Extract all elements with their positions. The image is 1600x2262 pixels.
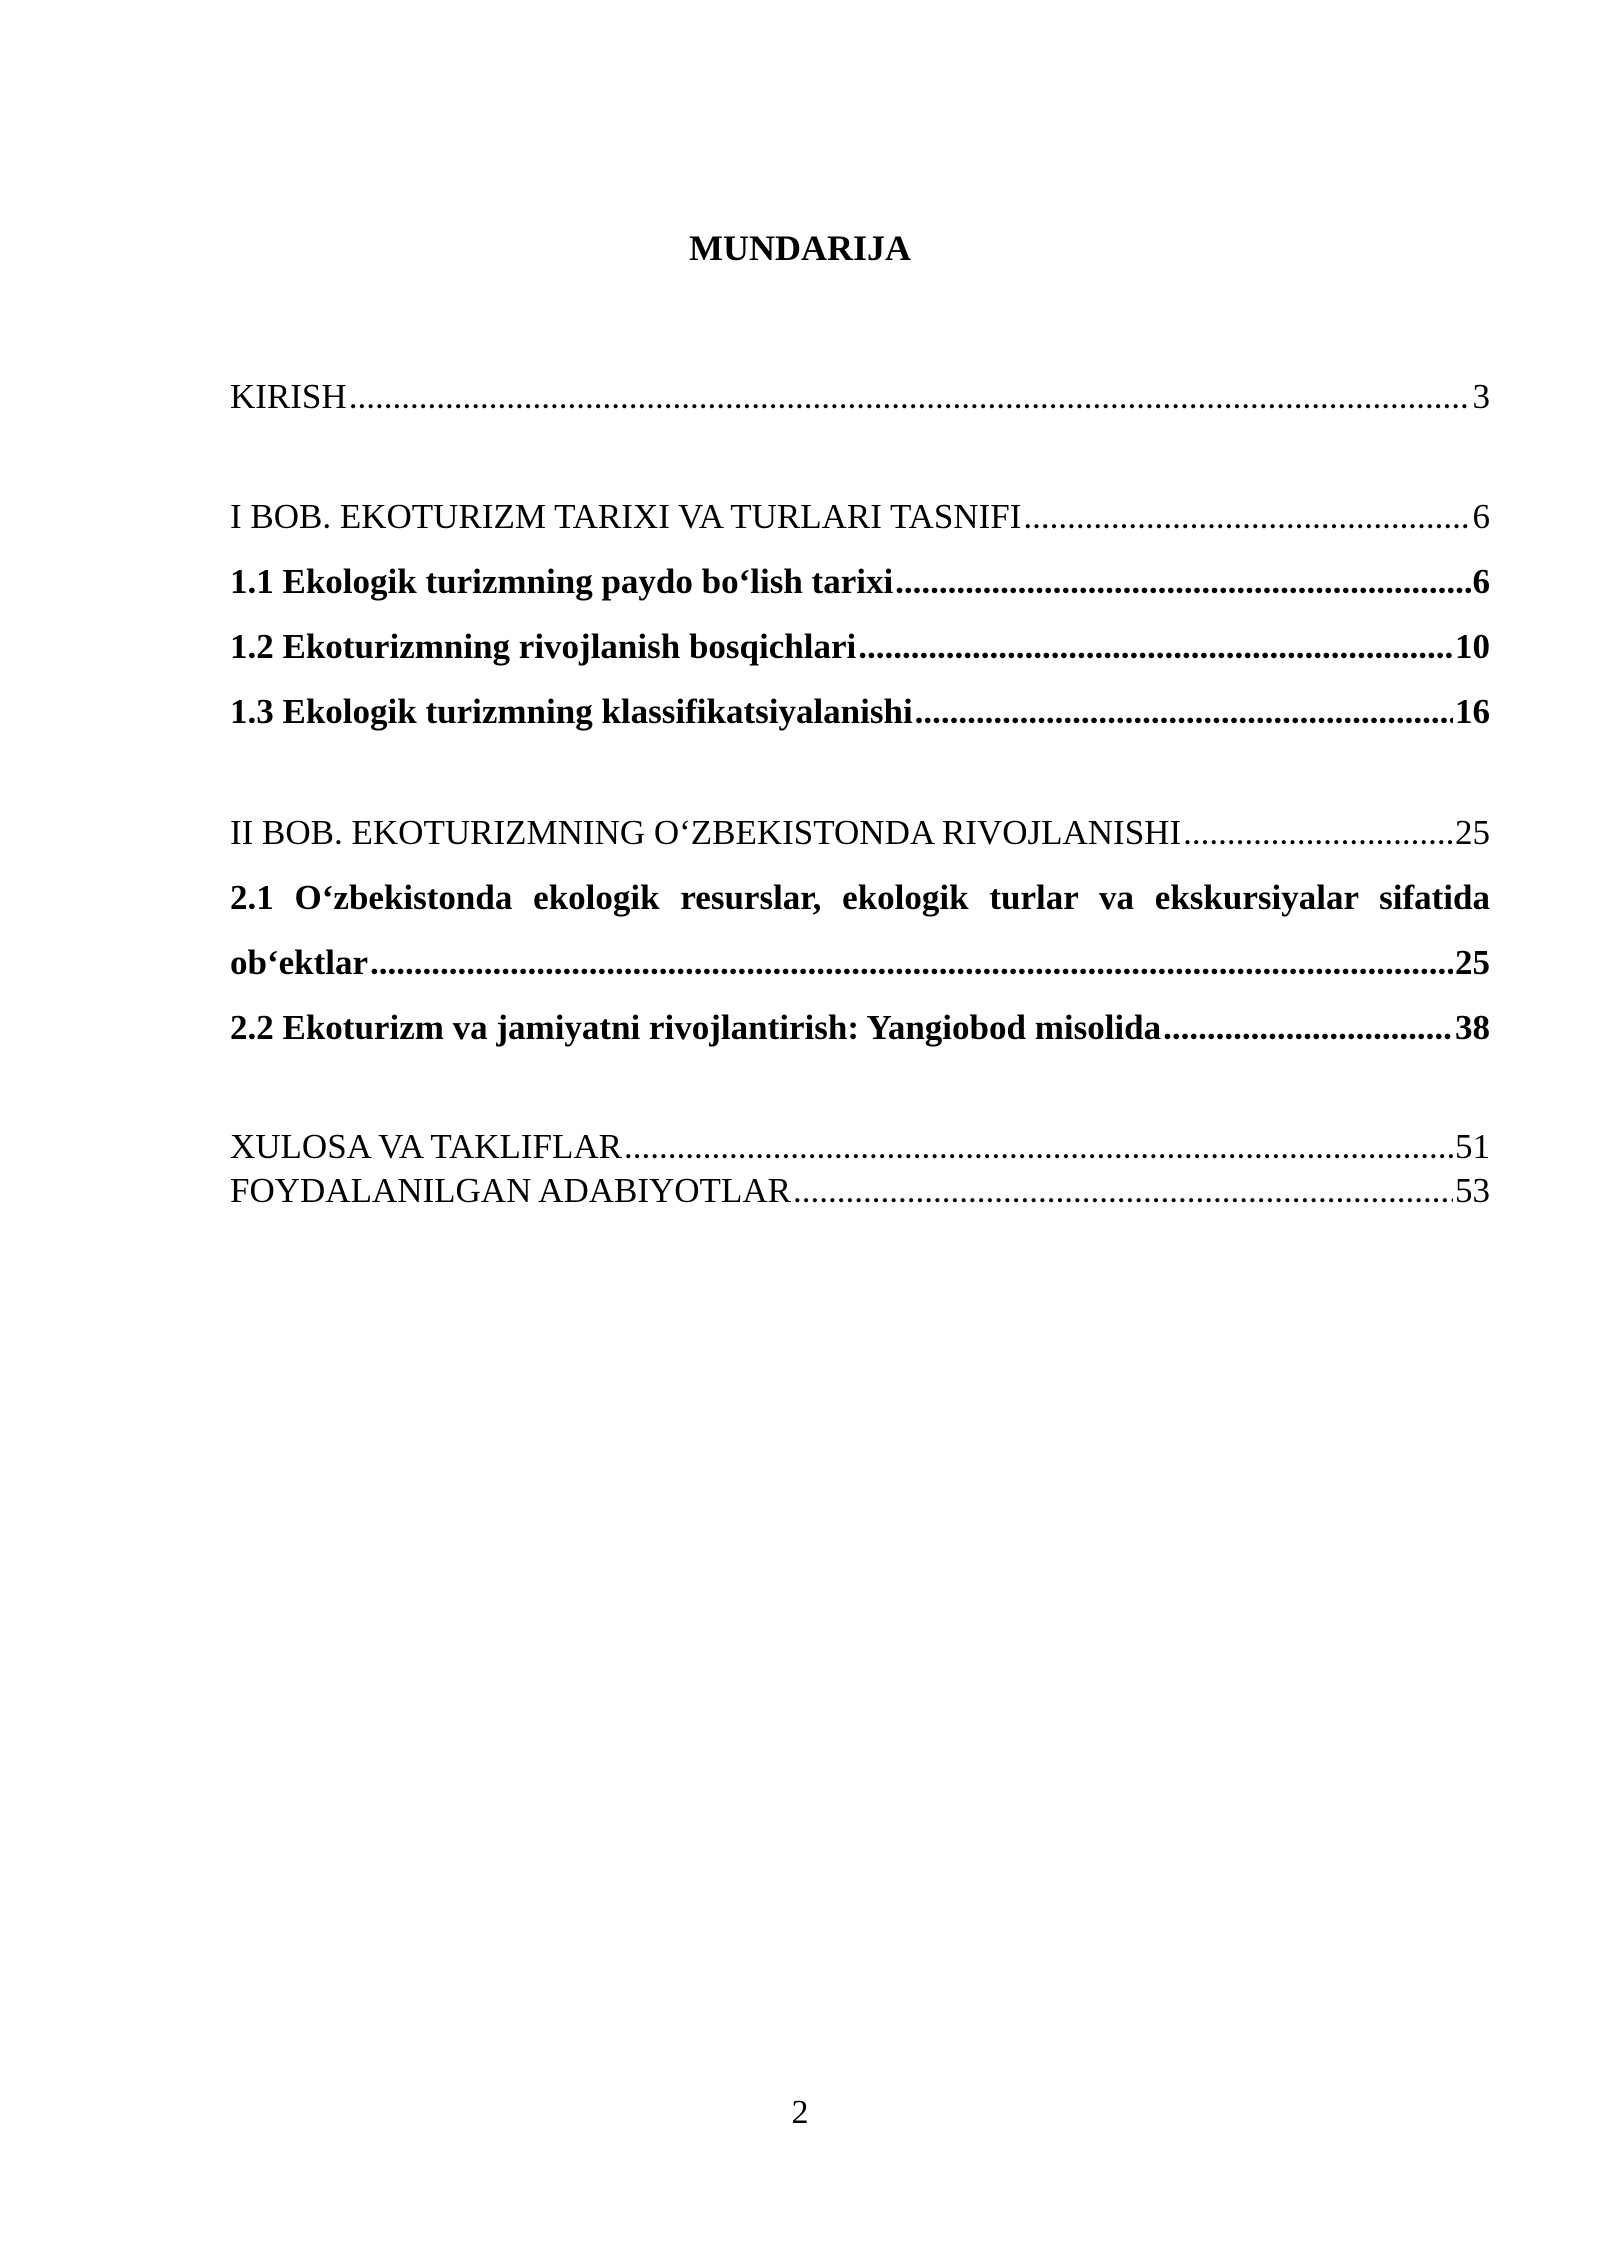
toc-entry-intro xyxy=(230,374,1490,420)
dot-leader xyxy=(858,624,1453,670)
toc-entry-page: 25 xyxy=(1455,943,1490,982)
toc-entry-page: 10 xyxy=(1455,627,1490,666)
toc-entry-page: 53 xyxy=(1455,1171,1490,1210)
toc-entry-chapter-1 xyxy=(230,494,1490,540)
toc-entry-label: II BOB. EKOTURIZMNING O‘ZBEKISTONDA RIVOJLANISHI xyxy=(230,813,1182,852)
toc-entry-label: FOYDALANILGAN ADABIYOTLAR xyxy=(230,1171,791,1210)
toc-entry-page: 6 xyxy=(1472,562,1490,601)
toc-entry-conclusion xyxy=(230,1124,1490,1170)
toc-entry-label: KIRISH xyxy=(230,377,347,416)
dot-leader xyxy=(1163,1005,1453,1051)
toc-entry-label: 1.2 Ekoturizmning rivojlanish bosqichlari xyxy=(230,627,857,666)
toc-entry-page: 25 xyxy=(1455,813,1490,852)
toc-entry-page: 16 xyxy=(1455,692,1490,731)
toc-entry-section-1-2 xyxy=(230,624,1490,670)
toc-entry-label: ob‘ektlar xyxy=(230,943,369,982)
toc-entry-label: I BOB. EKOTURIZM TARIXI VA TURLARI TASNIFI xyxy=(230,497,1022,536)
page-title: MUNDARIJA xyxy=(689,228,911,268)
dot-leader xyxy=(793,1168,1453,1214)
toc-entry-section-1-3 xyxy=(230,689,1490,735)
toc-entry-label: 1.3 Ekologik turizmning klassifikatsiyalanishi xyxy=(230,692,913,731)
toc-entry-references xyxy=(230,1168,1490,1214)
toc-entry-page: 38 xyxy=(1455,1008,1490,1047)
page-number: 2 xyxy=(791,2094,809,2131)
toc-entry-page: 51 xyxy=(1455,1127,1490,1166)
toc-entry-label: XULOSA VA TAKLIFLAR xyxy=(230,1127,622,1166)
dot-leader xyxy=(915,689,1453,735)
toc-entry-chapter-2 xyxy=(230,810,1490,856)
toc-entry-section-1-1 xyxy=(230,559,1490,605)
toc-entry-page: 3 xyxy=(1472,377,1490,416)
dot-leader xyxy=(349,374,1471,420)
toc-entry-section-2-1 xyxy=(230,940,1490,986)
dot-leader xyxy=(1023,494,1470,540)
toc-entry-page: 6 xyxy=(1472,497,1490,536)
toc-entry-section-2-2 xyxy=(230,1005,1490,1051)
toc-entry-section-2-1-line-1: 2.1 O‘zbekistonda ekologik resurslar, ekologik turlar va ekskursiyalar sifatida xyxy=(230,878,1490,917)
toc-entry-label: 2.2 Ekoturizm va jamiyatni rivojlantirish: Yangiobod misolida xyxy=(230,1008,1162,1047)
toc-entry-label: 1.1 Ekologik turizmning paydo bo‘lish tarixi xyxy=(230,562,894,601)
dot-leader xyxy=(624,1124,1453,1170)
dot-leader xyxy=(1183,810,1453,856)
dot-leader xyxy=(895,559,1470,605)
dot-leader xyxy=(370,940,1453,986)
